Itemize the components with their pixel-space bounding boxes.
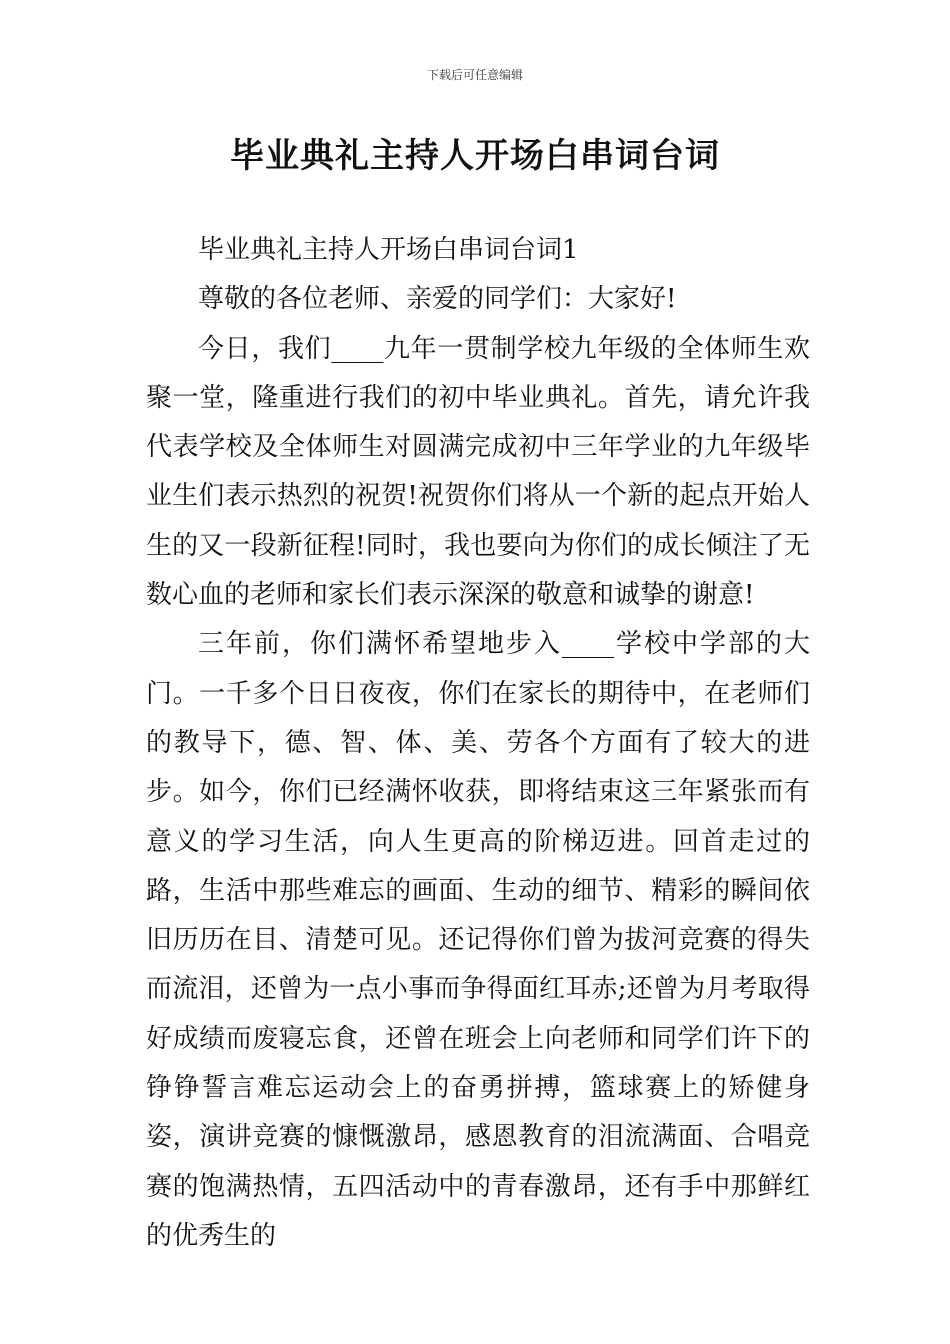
- body-paragraph: 今日，我们____九年一贯制学校九年级的全体师生欢聚一堂，隆重进行我们的初中毕业典礼。首先，请允许我代表学校及全体师生对圆满完成初中三年学业的九年级毕业生们表示热烈的祝贺!祝贺你们将从一个新的起点开始人生的又一段新征程!同时，我也要向为你们的成长倾注了无数心血的老师和家长们表示深深的敬意和诚挚的谢意!: [146, 333, 810, 611]
- document-title: 毕业典礼主持人开场白串词台词: [230, 136, 720, 176]
- section-heading: 毕业典礼主持人开场白串词台词1: [198, 235, 579, 265]
- greeting-paragraph: 尊敬的各位老师、亲爱的同学们：大家好!: [198, 284, 677, 315]
- document-body: [146, 226, 810, 1261]
- page-header-note: 下载后可任意编辑: [426, 68, 523, 82]
- body-paragraph: 三年前，你们满怀希望地步入____学校中学部的大门。一千多个日日夜夜，你们在家长的期待中，在老师们的教导下，德、智、体、美、劳各个方面有了较大的进步。如今，你们已经满怀收获，即将结束这三年紧张而有意义的学习生活，向人生更高的阶梯迈进。回首走过的路，生活中那些难忘的画面、生动的细节、精彩的瞬间依旧历历在目、清楚可见。还记得你们曾为拔河竞赛的得失而流泪，还曾为一点小事而争得面红耳赤;还曾为月考取得好成绩而废寝忘食，还曾在班会上向老师和同学们许下的铮铮誓言难忘运动会上的奋勇拼搏，篮球赛上的矫健身姿，演讲竞赛的慷慨激昂，感恩教育的泪流满面、合唱竞赛的饱满热情，五四活动中的青春激昂，还有手中那鲜红的优秀生的: [146, 629, 810, 1251]
